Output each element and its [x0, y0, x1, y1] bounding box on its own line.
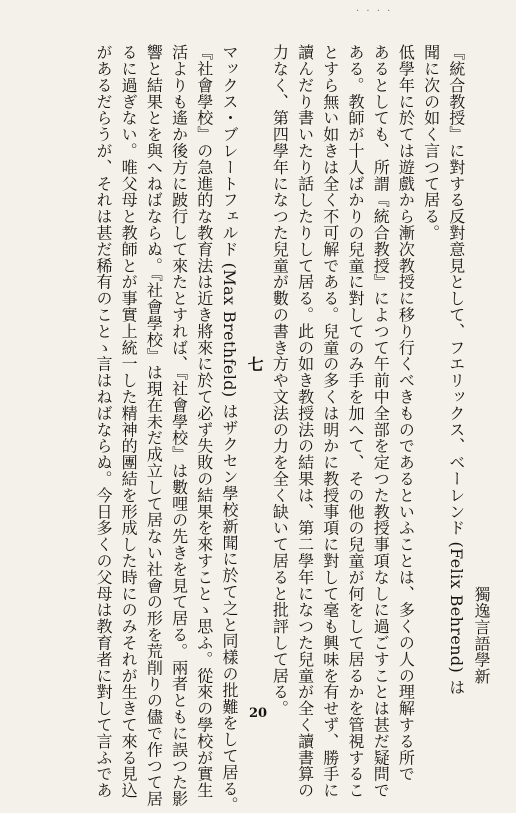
text-column: 聞に次の如く言つて居る。	[421, 44, 441, 241]
text-column: 響と結果とを與へねばならぬ。『社會學校』は現在未だ成立して居ない社會の形を荒削りの儘で作つて居	[144, 44, 164, 807]
text-column: あるとしても、所謂『統合教授』によつて午前中全部を定つた教授事項なしに過ごすことは甚だ疑問で	[371, 44, 391, 799]
text-column: マックス・ブレートフェルド (Max Brethfeld) はザクセン學校新聞に於て之と同樣の批難をして居る。	[219, 44, 239, 813]
text-column: 『社會學校』の急進的な教育法は近き將來に於て必ず失敗の結果を來すことゝ思ふ。從來の學校が實生	[194, 44, 214, 799]
text-column: 『統合教授』に對する反對意見として、フエリックス、ベーレンド (Felix Behrend) は	[446, 44, 466, 696]
top-marks: · · · ·	[356, 6, 393, 17]
text-column: 低學年に於ては遊戲から漸次教授に移り行くべきものであるといふことは、多くの人の理解する所で	[396, 44, 416, 782]
text-column: があるだらうが、それは甚だ稀有のことゝ言はねばならぬ。今日多くの父母は教育者に對して言ふであ	[93, 44, 113, 799]
text-column: るに過ぎない。唯父母と教師とが事實上統一した精神的團結を形成した時にのみそれが生きて來る見込	[119, 44, 139, 799]
text-column: 力なく、第四學年になつた兒童が數の書き方や文法の力を全く缺いて居ると批評して居る。	[270, 44, 290, 717]
text-column: 獨逸言語學新	[472, 585, 491, 684]
text-column: 活よりも遙か後方に跛行して來たとすれば、『社會學校』は數哩の先きを見て居る。兩者ともに誤つた影	[169, 44, 189, 807]
text-column: ある。教師が十人ばかりの兒童に對してのみ手を加へて、その他の兒童が何をして居るかを管視するこ	[345, 44, 365, 799]
text-column: 讀んだり書いたり話したりして居る。此の如き教授法の結果は、第二學年になつた兒童が全く讀書算の	[295, 44, 315, 799]
page-number: 20	[248, 706, 268, 721]
text-column: とすら無い如きは全く不可解である。兒童の多くは明かに教授事項に對して毫も興味を有せず、勝手に	[320, 44, 340, 799]
section-number: 七	[245, 355, 265, 373]
